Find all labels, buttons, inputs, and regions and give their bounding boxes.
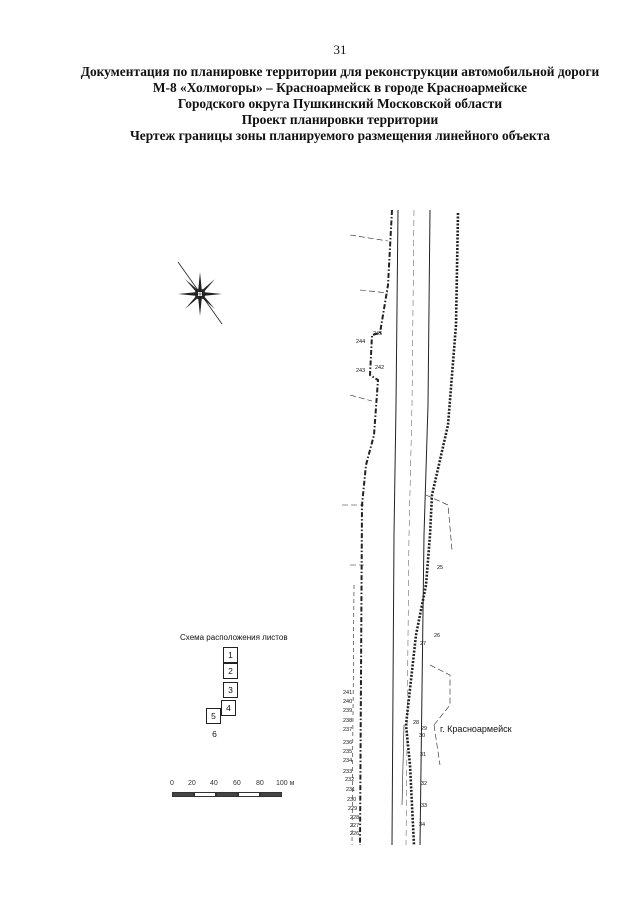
point-label: 236 xyxy=(343,740,353,746)
place-label: г. Красноармейск xyxy=(440,724,512,734)
title-line-5: Чертеж границы зоны планируемого размещения линейного объекта xyxy=(129,128,551,143)
point-label: 27 xyxy=(420,641,427,647)
scale-segment xyxy=(172,792,194,797)
point-label: 234 xyxy=(343,758,353,764)
point-label: 229 xyxy=(348,806,358,812)
scheme-title: Схема расположения листов xyxy=(180,633,288,642)
document-title xyxy=(60,64,620,144)
title-line-3: Городского округа Пушкинский Московской области xyxy=(177,96,503,111)
point-label: 34 xyxy=(419,822,426,828)
point-label: 238 xyxy=(343,718,353,724)
point-label: 231 xyxy=(346,787,356,793)
point-label: 226 xyxy=(350,831,360,837)
scale-segment xyxy=(260,792,282,797)
point-label: 28 xyxy=(413,720,420,726)
point-label: 244 xyxy=(356,339,366,345)
scale-segment xyxy=(238,792,260,797)
point-label: 29 xyxy=(421,726,428,732)
point-label: 33 xyxy=(421,803,428,809)
sheet-box: 6 xyxy=(212,729,217,739)
point-label: 25 xyxy=(437,565,444,571)
point-label: 243 xyxy=(356,368,366,374)
point-label: 233 xyxy=(343,769,353,775)
title-line-1: Документация по планировке территории для реконструкции автомобильной дороги xyxy=(80,64,600,79)
sheet-box: 5 xyxy=(206,708,221,724)
point-label: 32 xyxy=(421,781,428,787)
scale-label: 80 xyxy=(256,780,264,787)
road-edge-left xyxy=(392,210,398,845)
point-label: 242 xyxy=(375,365,385,371)
point-label: 26 xyxy=(434,633,441,639)
point-label: 240 xyxy=(343,699,353,705)
scale-bar xyxy=(170,780,295,810)
point-label: 230 xyxy=(347,797,357,803)
scale-label: 60 xyxy=(233,780,241,787)
sheet-layout-scheme xyxy=(176,633,296,743)
title-line-4: Проект планировки территории xyxy=(241,112,439,127)
point-label: 227 xyxy=(350,823,360,829)
point-label: 232 xyxy=(345,777,355,783)
point-label: 245 xyxy=(373,331,383,337)
compass-rose-icon xyxy=(170,258,230,328)
boundary-left xyxy=(360,210,392,845)
route-drawing xyxy=(330,205,480,845)
scale-label: 0 xyxy=(170,780,174,787)
scale-segment xyxy=(216,792,238,797)
scale-segment xyxy=(194,792,216,797)
title-line-2: М-8 «Холмогоры» – Красноармейск в городе Красноармейске xyxy=(152,80,528,95)
point-label: 228 xyxy=(350,815,360,821)
road-edge-right xyxy=(420,210,430,845)
sheet-box: 3 xyxy=(223,682,238,698)
scale-label: 100 м xyxy=(276,780,295,787)
sheet-box: 1 xyxy=(223,647,238,663)
point-label: 31 xyxy=(420,752,427,758)
point-label: 30 xyxy=(419,733,426,739)
point-label: 237 xyxy=(343,727,353,733)
scale-label: 40 xyxy=(210,780,218,787)
point-label: 235 xyxy=(343,749,353,755)
point-label: 241 xyxy=(343,690,353,696)
scale-label: 20 xyxy=(188,780,196,787)
sheet-box: 2 xyxy=(223,663,238,679)
sheet-box: 4 xyxy=(221,700,236,716)
side-line-right xyxy=(402,725,404,805)
point-label: 239 xyxy=(343,708,353,714)
page-number: 31 xyxy=(333,42,347,57)
